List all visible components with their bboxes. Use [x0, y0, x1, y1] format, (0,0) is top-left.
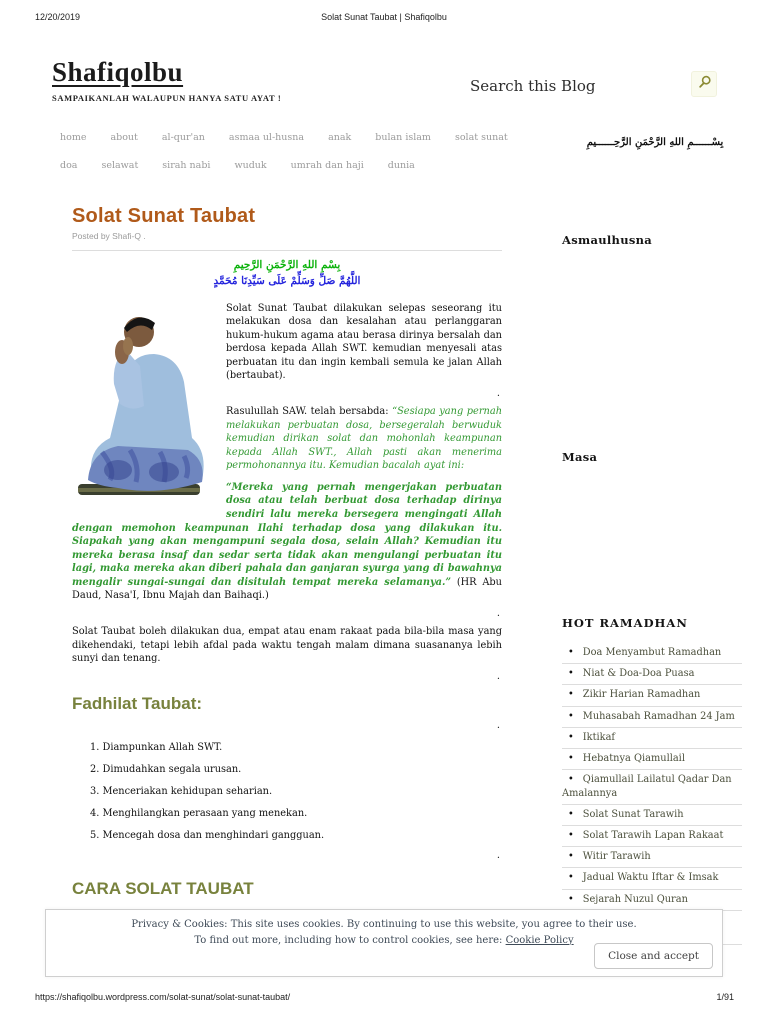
masthead — [52, 57, 728, 117]
arabic-invocation-block — [72, 258, 502, 290]
hot-ramadhan-link[interactable]: • Hebatnya Qiamullail — [562, 749, 742, 770]
hot-ramadhan-link[interactable]: • Iktikaf — [562, 728, 742, 749]
fadhilat-item: 5. Mencegah dosa dan menghindari gangguan. — [90, 830, 325, 842]
hot-ramadhan-link[interactable]: • Witir Tarawih — [562, 847, 742, 868]
nav-item-home[interactable]: home — [60, 132, 87, 143]
close-and-accept-button[interactable]: Close and accept — [594, 943, 713, 969]
paragraph-rakaat: Solat Taubat boleh dilakukan dua, empat atau enam rakaat pada bila-bila masa yang dikehendaki, tetapi lebih afdal pada waktu tengah malam dimana suasananya lebih sunyi dan tenang. — [72, 626, 502, 665]
ayat-quote-text: “Mereka yang pernah mengerjakan perbuatan dosa atau telah berbuat dosa terhadap dirinya sendiri lalu mereka bersegera mengingati Allah dengan memohon keampunan Ilahi terhadap dosa yang dilakukan itu. Siapakah yang akan mengampuni segala dosa, selain Allah? Kemudian itu mereka berasa insaf dan sedar serta tidak akan mengulangi perbuatan itu lagi, maka mereka akan diberi pahala dan ganjaran syurga yang di bawahnya mengalir sungai-sungai dan disitulah tempat mereka selamanya.” — [72, 481, 502, 588]
paragraph-intro: Solat Sunat Taubat dilakukan selepas seseorang itu melakukan dosa dan kesalahan atau perlanggaran hukum-hukum agama atau berasa dirinya bersalah dan berdosa kepada Allah SWT. kemudian menyesali atas perbuatan itu dan ingin kembali semula ke jalan Allah (bertaubat). — [226, 302, 502, 382]
praying-man-image — [72, 302, 212, 507]
paragraph-separator-dot: . — [496, 607, 500, 619]
nav-item-bulan-islam[interactable]: bulan islam — [375, 132, 431, 143]
site-title-link[interactable]: Shafiqolbu — [52, 57, 184, 87]
print-header — [0, 12, 768, 26]
fadhilat-item: 2. Dimudahkan segala urusan. — [90, 764, 242, 776]
sidebar-heading-hot-ramadhan: HOT RAMADHAN — [562, 616, 688, 630]
nav-item-dunia[interactable]: dunia — [387, 160, 415, 171]
search-button[interactable] — [691, 71, 717, 97]
hot-ramadhan-link[interactable]: • Sejarah Nuzul Quran — [562, 890, 742, 911]
sidebar-heading-asmaulhusna: Asmaulhusna — [562, 233, 653, 247]
hot-ramadhan-link[interactable]: • Solat Tarawih Lapan Rakaat — [562, 826, 742, 847]
paragraph-separator-dot: . — [496, 387, 500, 399]
hot-ramadhan-list — [562, 643, 742, 945]
nav-item-about[interactable]: about — [110, 132, 138, 143]
nav-item-selawat[interactable]: selawat — [101, 160, 139, 171]
print-page-number: 1/91 — [716, 992, 734, 1002]
fadhilat-heading: Fadhilat Taubat: — [72, 693, 203, 713]
title-divider — [72, 250, 502, 251]
cookie-policy-link[interactable]: Cookie Policy — [505, 934, 574, 946]
print-footer — [0, 992, 768, 1006]
search-input[interactable]: Search this Blog — [470, 77, 596, 95]
post-byline: Posted by Shafi-Q . — [72, 231, 146, 241]
nav-item-anak[interactable]: anak — [328, 132, 352, 143]
nav-item-doa[interactable]: doa — [60, 160, 78, 171]
arabic-bismillah-line: بِسْمِ اللهِ الرَّحْمَنِ الرَّحِيمِ — [233, 259, 341, 271]
article-body — [72, 302, 502, 941]
post-article — [72, 205, 502, 940]
nav-item-umrah-dan-haji[interactable]: umrah dan haji — [290, 160, 364, 171]
magnifier-icon — [696, 74, 712, 94]
cookie-text-line2-prefix: To find out more, including how to control cookies, see here: — [194, 934, 506, 946]
hadith-quote: “Sesiapa yang pernah melakukan perbuatan dosa, bersegeralah berwuduk kemudian dirikan solat dan mohonlah keampunan kepada Allah SWT., Allah pasti akan menerima permohonannya itu. Kemudian bacalah ayat ini: — [226, 406, 503, 472]
sidebar — [562, 233, 742, 945]
cara-heading: CARA SOLAT TAUBAT — [72, 878, 254, 898]
bismillah-calligraphy: بِسْــــــمِ اللهِ الرَّحْمَنِ الرَّحِــــــيمِ — [586, 137, 724, 148]
fadhilat-item: 4. Menghilangkan perasaan yang menekan. — [90, 808, 308, 820]
main-nav — [60, 132, 540, 188]
hot-ramadhan-link[interactable]: • Jadual Waktu Iftar & Imsak — [562, 868, 742, 889]
nav-item-sirah-nabi[interactable]: sirah nabi — [162, 160, 211, 171]
cookie-banner — [45, 909, 723, 977]
sidebar-heading-masa: Masa — [562, 450, 598, 464]
paragraph-separator-dot: . — [496, 670, 500, 682]
fadhilat-item: 1. Diampunkan Allah SWT. — [90, 742, 223, 753]
cookie-text-line1: Privacy & Cookies: This site uses cookies. By continuing to use this website, you agree to their use. — [131, 919, 637, 930]
hot-ramadhan-link[interactable]: • Doa Menyambut Ramadhan — [562, 643, 742, 664]
hot-ramadhan-link[interactable]: • Zikir Harian Ramadhan — [562, 685, 742, 706]
hot-ramadhan-link[interactable]: • Solat Sunat Tarawih — [562, 805, 742, 826]
nav-item-alquran[interactable]: al-qur'an — [161, 132, 205, 143]
post-title: Solat Sunat Taubat — [72, 205, 256, 227]
paragraph-separator-dot: . — [496, 720, 500, 732]
print-url: https://shafiqolbu.wordpress.com/solat-sunat/solat-sunat-taubat/ — [35, 992, 291, 1002]
site-tagline: SAMPAIKANLAH WALAUPUN HANYA SATU AYAT ! — [52, 93, 282, 103]
hadith-intro: Rasulullah SAW. telah bersabda: — [226, 406, 393, 418]
hot-ramadhan-link[interactable]: • Muhasabah Ramadhan 24 Jam — [562, 707, 742, 728]
nav-item-asmaa-ul-husna[interactable]: asmaa ul-husna — [228, 132, 305, 143]
hot-ramadhan-link[interactable]: • Qiamullail Lailatul Qadar Dan Amalannya — [562, 770, 742, 804]
nav-item-wuduk[interactable]: wuduk — [234, 160, 267, 171]
hot-ramadhan-link[interactable]: • Niat & Doa-Doa Puasa — [562, 664, 742, 685]
fadhilat-item: 3. Menceriakan kehidupan seharian. — [90, 786, 273, 798]
arabic-salawat-line: اللَّهُمَّ صَلِّ وَسَلِّمْ عَلَى سَيِّدِنَا مُحَمَّدٍ — [213, 274, 361, 287]
ayat-quote-source: (HR Abu Daud, Nasa'I, Ibnu Majah dan Baihaqi.) — [72, 576, 502, 602]
nav-item-solat-sunat[interactable]: solat sunat — [454, 132, 508, 143]
paragraph-separator-dot: . — [496, 850, 500, 862]
print-date: 12/20/2019 — [35, 12, 81, 22]
fadhilat-list — [90, 741, 502, 843]
print-doc-title: Solat Sunat Taubat | Shafiqolbu — [321, 12, 447, 22]
